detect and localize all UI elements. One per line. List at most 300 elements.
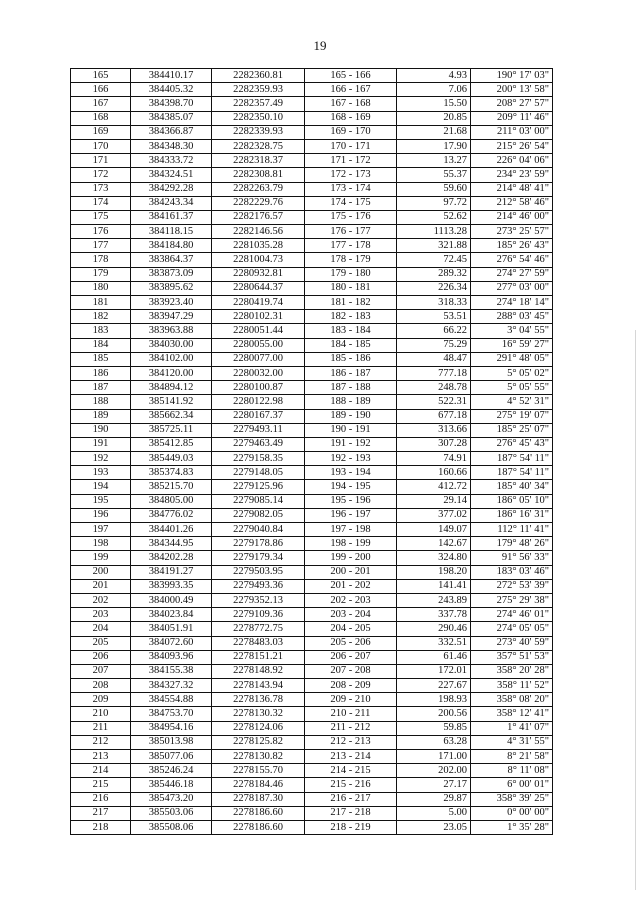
- length-cell: 15.50: [397, 97, 471, 111]
- length-cell: 160.66: [397, 466, 471, 480]
- table-row: [71, 735, 553, 749]
- x-coordinate-cell: 384030.00: [131, 338, 212, 352]
- length-cell: 522.31: [397, 395, 471, 409]
- length-cell: 290.46: [397, 622, 471, 636]
- point-number-cell: 185: [71, 352, 131, 366]
- y-coordinate-cell: 2281035.28: [212, 239, 305, 253]
- length-cell: 248.78: [397, 381, 471, 395]
- x-coordinate-cell: 384093.96: [131, 650, 212, 664]
- bearing-cell: 273° 25' 57": [471, 225, 553, 239]
- y-coordinate-cell: 2278186.60: [212, 820, 305, 834]
- y-coordinate-cell: 2280932.81: [212, 267, 305, 281]
- x-coordinate-cell: 384401.26: [131, 523, 212, 537]
- point-number-cell: 172: [71, 168, 131, 182]
- x-coordinate-cell: 383993.35: [131, 579, 212, 593]
- point-number-cell: 213: [71, 750, 131, 764]
- table-row: [71, 693, 553, 707]
- point-number-cell: 196: [71, 508, 131, 522]
- segment-cell: 175 - 176: [305, 210, 397, 224]
- length-cell: 29.87: [397, 792, 471, 806]
- segment-cell: 188 - 189: [305, 395, 397, 409]
- table-row: [71, 267, 553, 281]
- table-row: [71, 281, 553, 295]
- point-number-cell: 184: [71, 338, 131, 352]
- segment-cell: 187 - 188: [305, 381, 397, 395]
- bearing-cell: 275° 19' 07": [471, 409, 553, 423]
- table-row: [71, 537, 553, 551]
- bearing-cell: 187° 54' 11": [471, 452, 553, 466]
- x-coordinate-cell: 384155.38: [131, 664, 212, 678]
- point-number-cell: 165: [71, 69, 131, 83]
- segment-cell: 170 - 171: [305, 139, 397, 153]
- table-row: [71, 480, 553, 494]
- segment-cell: 184 - 185: [305, 338, 397, 352]
- point-number-cell: 202: [71, 593, 131, 607]
- x-coordinate-cell: 385077.06: [131, 750, 212, 764]
- bearing-cell: 186° 16' 31": [471, 508, 553, 522]
- y-coordinate-cell: 2280032.00: [212, 366, 305, 380]
- x-coordinate-cell: 384191.27: [131, 565, 212, 579]
- table-row: [71, 622, 553, 636]
- length-cell: 200.56: [397, 707, 471, 721]
- y-coordinate-cell: 2278143.94: [212, 679, 305, 693]
- segment-cell: 207 - 208: [305, 664, 397, 678]
- x-coordinate-cell: 383947.29: [131, 310, 212, 324]
- length-cell: 332.51: [397, 636, 471, 650]
- x-coordinate-cell: 384366.87: [131, 125, 212, 139]
- table-row: [71, 565, 553, 579]
- segment-cell: 218 - 219: [305, 820, 397, 834]
- point-number-cell: 203: [71, 608, 131, 622]
- length-cell: 289.32: [397, 267, 471, 281]
- point-number-cell: 200: [71, 565, 131, 579]
- y-coordinate-cell: 2282318.37: [212, 154, 305, 168]
- point-number-cell: 201: [71, 579, 131, 593]
- y-coordinate-cell: 2278155.70: [212, 764, 305, 778]
- x-coordinate-cell: 385215.70: [131, 480, 212, 494]
- length-cell: 97.72: [397, 196, 471, 210]
- length-cell: 324.80: [397, 551, 471, 565]
- y-coordinate-cell: 2280167.37: [212, 409, 305, 423]
- y-coordinate-cell: 2282360.81: [212, 69, 305, 83]
- bearing-cell: 215° 26' 54": [471, 139, 553, 153]
- point-number-cell: 170: [71, 139, 131, 153]
- table-row: [71, 437, 553, 451]
- segment-cell: 202 - 203: [305, 593, 397, 607]
- table-row: [71, 764, 553, 778]
- coordinates-table: [70, 68, 553, 835]
- table-row: [71, 210, 553, 224]
- x-coordinate-cell: 384102.00: [131, 352, 212, 366]
- table-row: [71, 182, 553, 196]
- table-row: [71, 395, 553, 409]
- point-number-cell: 210: [71, 707, 131, 721]
- length-cell: 13.27: [397, 154, 471, 168]
- point-number-cell: 180: [71, 281, 131, 295]
- y-coordinate-cell: 2282339.93: [212, 125, 305, 139]
- point-number-cell: 197: [71, 523, 131, 537]
- segment-cell: 190 - 191: [305, 423, 397, 437]
- bearing-cell: 358° 20' 28": [471, 664, 553, 678]
- x-coordinate-cell: 384398.70: [131, 97, 212, 111]
- point-number-cell: 218: [71, 820, 131, 834]
- bearing-cell: 272° 53' 39": [471, 579, 553, 593]
- length-cell: 21.68: [397, 125, 471, 139]
- length-cell: 4.93: [397, 69, 471, 83]
- segment-cell: 181 - 182: [305, 296, 397, 310]
- bearing-cell: 1° 35' 28": [471, 820, 553, 834]
- segment-cell: 204 - 205: [305, 622, 397, 636]
- segment-cell: 196 - 197: [305, 508, 397, 522]
- segment-cell: 217 - 218: [305, 806, 397, 820]
- y-coordinate-cell: 2280122.98: [212, 395, 305, 409]
- bearing-cell: 187° 54' 11": [471, 466, 553, 480]
- point-number-cell: 192: [71, 452, 131, 466]
- table-row: [71, 820, 553, 834]
- bearing-cell: 274° 27' 59": [471, 267, 553, 281]
- x-coordinate-cell: 383864.37: [131, 253, 212, 267]
- bearing-cell: 276° 45' 43": [471, 437, 553, 451]
- length-cell: 52.62: [397, 210, 471, 224]
- table-row: [71, 778, 553, 792]
- table-row: [71, 366, 553, 380]
- bearing-cell: 179° 48' 26": [471, 537, 553, 551]
- length-cell: 53.51: [397, 310, 471, 324]
- length-cell: 337.78: [397, 608, 471, 622]
- bearing-cell: 91° 56' 33": [471, 551, 553, 565]
- x-coordinate-cell: 384805.00: [131, 494, 212, 508]
- y-coordinate-cell: 2279109.36: [212, 608, 305, 622]
- y-coordinate-cell: 2279493.36: [212, 579, 305, 593]
- segment-cell: 178 - 179: [305, 253, 397, 267]
- table-row: [71, 338, 553, 352]
- segment-cell: 205 - 206: [305, 636, 397, 650]
- bearing-cell: 291° 48' 05": [471, 352, 553, 366]
- point-number-cell: 183: [71, 324, 131, 338]
- point-number-cell: 175: [71, 210, 131, 224]
- table-row: [71, 253, 553, 267]
- bearing-cell: 8° 21' 58": [471, 750, 553, 764]
- length-cell: 171.00: [397, 750, 471, 764]
- y-coordinate-cell: 2278130.82: [212, 750, 305, 764]
- x-coordinate-cell: 384327.32: [131, 679, 212, 693]
- length-cell: 17.90: [397, 139, 471, 153]
- bearing-cell: 0° 00' 00": [471, 806, 553, 820]
- segment-cell: 209 - 210: [305, 693, 397, 707]
- table-row: [71, 466, 553, 480]
- table-row: [71, 608, 553, 622]
- bearing-cell: 185° 40' 34": [471, 480, 553, 494]
- segment-cell: 185 - 186: [305, 352, 397, 366]
- table-row: [71, 792, 553, 806]
- segment-cell: 215 - 216: [305, 778, 397, 792]
- table-row: [71, 139, 553, 153]
- y-coordinate-cell: 2278772.75: [212, 622, 305, 636]
- segment-cell: 179 - 180: [305, 267, 397, 281]
- y-coordinate-cell: 2279463.49: [212, 437, 305, 451]
- y-coordinate-cell: 2281004.73: [212, 253, 305, 267]
- y-coordinate-cell: 2282357.49: [212, 97, 305, 111]
- table-row: [71, 310, 553, 324]
- length-cell: 27.17: [397, 778, 471, 792]
- point-number-cell: 186: [71, 366, 131, 380]
- table-row: [71, 423, 553, 437]
- segment-cell: 198 - 199: [305, 537, 397, 551]
- table-row: [71, 579, 553, 593]
- point-number-cell: 168: [71, 111, 131, 125]
- segment-cell: 200 - 201: [305, 565, 397, 579]
- y-coordinate-cell: 2278124.06: [212, 721, 305, 735]
- length-cell: 75.29: [397, 338, 471, 352]
- x-coordinate-cell: 384385.07: [131, 111, 212, 125]
- x-coordinate-cell: 383895.62: [131, 281, 212, 295]
- segment-cell: 201 - 202: [305, 579, 397, 593]
- x-coordinate-cell: 385446.18: [131, 778, 212, 792]
- bearing-cell: 211° 03' 00": [471, 125, 553, 139]
- length-cell: 29.14: [397, 494, 471, 508]
- point-number-cell: 214: [71, 764, 131, 778]
- length-cell: 412.72: [397, 480, 471, 494]
- y-coordinate-cell: 2280102.31: [212, 310, 305, 324]
- segment-cell: 171 - 172: [305, 154, 397, 168]
- length-cell: 1113.28: [397, 225, 471, 239]
- point-number-cell: 194: [71, 480, 131, 494]
- y-coordinate-cell: 2280051.44: [212, 324, 305, 338]
- table-row: [71, 352, 553, 366]
- bearing-cell: 1° 41' 07": [471, 721, 553, 735]
- point-number-cell: 176: [71, 225, 131, 239]
- x-coordinate-cell: 385013.98: [131, 735, 212, 749]
- y-coordinate-cell: 2282308.81: [212, 168, 305, 182]
- segment-cell: 177 - 178: [305, 239, 397, 253]
- segment-cell: 206 - 207: [305, 650, 397, 664]
- segment-cell: 169 - 170: [305, 125, 397, 139]
- x-coordinate-cell: 385246.24: [131, 764, 212, 778]
- table-row: [71, 239, 553, 253]
- x-coordinate-cell: 383923.40: [131, 296, 212, 310]
- bearing-cell: 234° 23' 59": [471, 168, 553, 182]
- length-cell: 5.00: [397, 806, 471, 820]
- segment-cell: 165 - 166: [305, 69, 397, 83]
- length-cell: 74.91: [397, 452, 471, 466]
- segment-cell: 168 - 169: [305, 111, 397, 125]
- y-coordinate-cell: 2280644.37: [212, 281, 305, 295]
- x-coordinate-cell: 384202.28: [131, 551, 212, 565]
- segment-cell: 191 - 192: [305, 437, 397, 451]
- point-number-cell: 174: [71, 196, 131, 210]
- length-cell: 172.01: [397, 664, 471, 678]
- table-row: [71, 679, 553, 693]
- segment-cell: 194 - 195: [305, 480, 397, 494]
- table-row: [71, 721, 553, 735]
- x-coordinate-cell: 384118.15: [131, 225, 212, 239]
- bearing-cell: 186° 05' 10": [471, 494, 553, 508]
- length-cell: 149.07: [397, 523, 471, 537]
- y-coordinate-cell: 2279158.35: [212, 452, 305, 466]
- point-number-cell: 179: [71, 267, 131, 281]
- bearing-cell: 3° 04' 55": [471, 324, 553, 338]
- point-number-cell: 191: [71, 437, 131, 451]
- x-coordinate-cell: 385503.06: [131, 806, 212, 820]
- x-coordinate-cell: 385449.03: [131, 452, 212, 466]
- table-row: [71, 69, 553, 83]
- bearing-cell: 6° 00' 01": [471, 778, 553, 792]
- length-cell: 141.41: [397, 579, 471, 593]
- segment-cell: 216 - 217: [305, 792, 397, 806]
- x-coordinate-cell: 384072.60: [131, 636, 212, 650]
- y-coordinate-cell: 2282146.56: [212, 225, 305, 239]
- page-number: 19: [313, 38, 327, 53]
- y-coordinate-cell: 2279125.96: [212, 480, 305, 494]
- bearing-cell: 5° 05' 02": [471, 366, 553, 380]
- y-coordinate-cell: 2280077.00: [212, 352, 305, 366]
- length-cell: 677.18: [397, 409, 471, 423]
- point-number-cell: 173: [71, 182, 131, 196]
- table-row: [71, 806, 553, 820]
- y-coordinate-cell: 2279503.95: [212, 565, 305, 579]
- table-row: [71, 409, 553, 423]
- x-coordinate-cell: 385725.11: [131, 423, 212, 437]
- point-number-cell: 199: [71, 551, 131, 565]
- segment-cell: 174 - 175: [305, 196, 397, 210]
- y-coordinate-cell: 2278186.60: [212, 806, 305, 820]
- bearing-cell: 226° 04' 06": [471, 154, 553, 168]
- bearing-cell: 357° 51' 53": [471, 650, 553, 664]
- x-coordinate-cell: 385412.85: [131, 437, 212, 451]
- table-row: [71, 196, 553, 210]
- length-cell: 307.28: [397, 437, 471, 451]
- x-coordinate-cell: 384243.34: [131, 196, 212, 210]
- point-number-cell: 187: [71, 381, 131, 395]
- table-row: [71, 225, 553, 239]
- y-coordinate-cell: 2282359.93: [212, 83, 305, 97]
- y-coordinate-cell: 2282350.10: [212, 111, 305, 125]
- x-coordinate-cell: 384292.28: [131, 182, 212, 196]
- y-coordinate-cell: 2279082.05: [212, 508, 305, 522]
- bearing-cell: 183° 03' 46": [471, 565, 553, 579]
- length-cell: 227.67: [397, 679, 471, 693]
- length-cell: 313.66: [397, 423, 471, 437]
- y-coordinate-cell: 2278130.32: [212, 707, 305, 721]
- y-coordinate-cell: 2282176.57: [212, 210, 305, 224]
- table-row: [71, 83, 553, 97]
- point-number-cell: 178: [71, 253, 131, 267]
- table-row: [71, 296, 553, 310]
- bearing-cell: 208° 27' 57": [471, 97, 553, 111]
- point-number-cell: 216: [71, 792, 131, 806]
- bearing-cell: 209° 11' 46": [471, 111, 553, 125]
- point-number-cell: 177: [71, 239, 131, 253]
- x-coordinate-cell: 384023.84: [131, 608, 212, 622]
- table-row: [71, 636, 553, 650]
- y-coordinate-cell: 2282263.79: [212, 182, 305, 196]
- table-row: [71, 750, 553, 764]
- table-row: [71, 168, 553, 182]
- table-row: [71, 97, 553, 111]
- x-coordinate-cell: 384954.16: [131, 721, 212, 735]
- point-number-cell: 207: [71, 664, 131, 678]
- x-coordinate-cell: 384405.32: [131, 83, 212, 97]
- table-row: [71, 508, 553, 522]
- x-coordinate-cell: 385473.20: [131, 792, 212, 806]
- bearing-cell: 275° 29' 38": [471, 593, 553, 607]
- x-coordinate-cell: 384410.17: [131, 69, 212, 83]
- table-row: [71, 707, 553, 721]
- length-cell: 72.45: [397, 253, 471, 267]
- segment-cell: 197 - 198: [305, 523, 397, 537]
- length-cell: 59.60: [397, 182, 471, 196]
- length-cell: 142.67: [397, 537, 471, 551]
- y-coordinate-cell: 2280419.74: [212, 296, 305, 310]
- point-number-cell: 209: [71, 693, 131, 707]
- y-coordinate-cell: 2279040.84: [212, 523, 305, 537]
- segment-cell: 173 - 174: [305, 182, 397, 196]
- table-row: [71, 381, 553, 395]
- x-coordinate-cell: 384000.49: [131, 593, 212, 607]
- table-row: [71, 593, 553, 607]
- x-coordinate-cell: 384333.72: [131, 154, 212, 168]
- point-number-cell: 182: [71, 310, 131, 324]
- point-number-cell: 193: [71, 466, 131, 480]
- y-coordinate-cell: 2278125.82: [212, 735, 305, 749]
- bearing-cell: 274° 05' 05": [471, 622, 553, 636]
- bearing-cell: 212° 58' 46": [471, 196, 553, 210]
- point-number-cell: 217: [71, 806, 131, 820]
- x-coordinate-cell: 385374.83: [131, 466, 212, 480]
- bearing-cell: 190° 17' 03": [471, 69, 553, 83]
- bearing-cell: 214° 46' 00": [471, 210, 553, 224]
- segment-cell: 180 - 181: [305, 281, 397, 295]
- x-coordinate-cell: 384051.91: [131, 622, 212, 636]
- length-cell: 377.02: [397, 508, 471, 522]
- bearing-cell: 274° 18' 14": [471, 296, 553, 310]
- segment-cell: 192 - 193: [305, 452, 397, 466]
- x-coordinate-cell: 384120.00: [131, 366, 212, 380]
- point-number-cell: 206: [71, 650, 131, 664]
- y-coordinate-cell: 2282229.76: [212, 196, 305, 210]
- point-number-cell: 188: [71, 395, 131, 409]
- bearing-cell: 112° 11' 41": [471, 523, 553, 537]
- length-cell: 202.00: [397, 764, 471, 778]
- bearing-cell: 4° 52' 31": [471, 395, 553, 409]
- bearing-cell: 288° 03' 45": [471, 310, 553, 324]
- segment-cell: 203 - 204: [305, 608, 397, 622]
- bearing-cell: 358° 12' 41": [471, 707, 553, 721]
- table-row: [71, 650, 553, 664]
- x-coordinate-cell: 385662.34: [131, 409, 212, 423]
- segment-cell: 213 - 214: [305, 750, 397, 764]
- segment-cell: 172 - 173: [305, 168, 397, 182]
- point-number-cell: 195: [71, 494, 131, 508]
- segment-cell: 195 - 196: [305, 494, 397, 508]
- length-cell: 63.28: [397, 735, 471, 749]
- length-cell: 59.85: [397, 721, 471, 735]
- point-number-cell: 171: [71, 154, 131, 168]
- length-cell: 318.33: [397, 296, 471, 310]
- table-row: [71, 494, 553, 508]
- length-cell: 66.22: [397, 324, 471, 338]
- length-cell: 48.47: [397, 352, 471, 366]
- length-cell: 61.46: [397, 650, 471, 664]
- segment-cell: 214 - 215: [305, 764, 397, 778]
- bearing-cell: 185° 26' 43": [471, 239, 553, 253]
- point-number-cell: 205: [71, 636, 131, 650]
- table-row: [71, 111, 553, 125]
- table-row: [71, 664, 553, 678]
- y-coordinate-cell: 2278187.30: [212, 792, 305, 806]
- y-coordinate-cell: 2279085.14: [212, 494, 305, 508]
- segment-cell: 199 - 200: [305, 551, 397, 565]
